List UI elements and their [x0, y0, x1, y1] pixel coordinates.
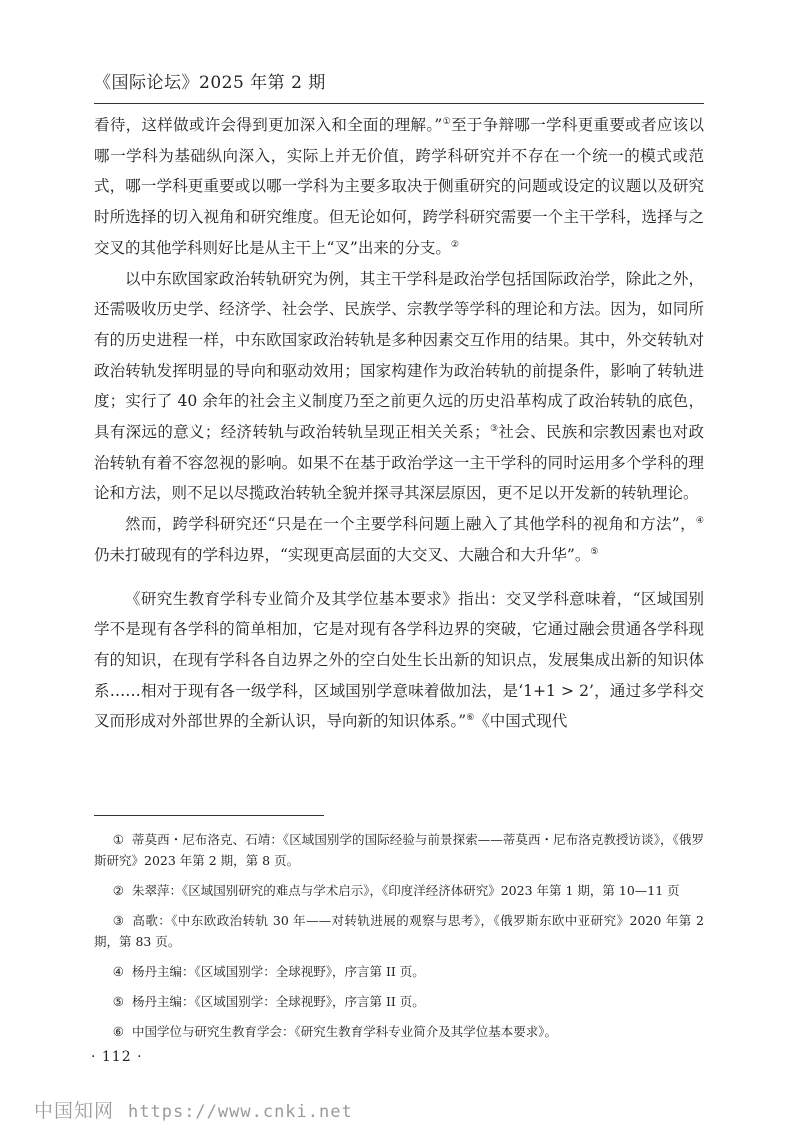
footnote-ref-2[interactable]: ②: [450, 239, 459, 250]
footnote-4: [94, 961, 704, 982]
paragraph-4-text-b: 《中国式现代: [474, 712, 568, 731]
paragraph-1-text-a: 看待，这样做或许会得到更加深入和全面的理解。”: [94, 116, 443, 134]
paragraph-3-text-b: 仍未打破现有的学科边界，“实现更高层面的大交叉、大融合和大升华”。: [94, 545, 591, 564]
page-number: · 112 ·: [91, 1049, 143, 1065]
journal-header: 《国际论坛》2025 年第 2 期: [94, 73, 326, 93]
footnote-mark: ④: [112, 964, 124, 979]
footnote-divider: [94, 815, 324, 816]
footnote-mark: ②: [112, 883, 124, 898]
footnote-mark: ⑥: [112, 1024, 124, 1039]
footnote-ref-1[interactable]: ①: [442, 116, 452, 127]
footnote-5: [94, 991, 704, 1012]
footnote-ref-3[interactable]: ③: [489, 423, 499, 434]
footnote-text: 蒂莫西・尼布洛克、石靖：《区域国别学的国际经验与前景探索——蒂莫西・尼布洛克教授访谈》，《俄罗斯研究》2023 年第 2 期，第 8 页。: [94, 832, 704, 868]
footnote-mark: ③: [112, 913, 125, 928]
footnote-text: 中国学位与研究生教育学会：《研究生教育学科专业简介及其学位基本要求》。: [131, 1024, 557, 1039]
paragraph-3: [94, 509, 704, 570]
footnotes: [94, 829, 704, 1051]
footnote-text: 杨丹主编：《区域国别学：全球视野》，序言第 II 页。: [131, 964, 425, 979]
watermark-brand: 中国知网: [34, 1100, 115, 1122]
footnote-mark: ⑤: [112, 994, 124, 1009]
footnote-ref-5[interactable]: ⑤: [590, 546, 599, 557]
paragraph-2-text-b: 社会、民族和宗教因素也对政治转轨有着不容忽视的影响。如果不在基于政治学这一主干学科的同时运用多个学科的理论和方法，则不足以尽揽政治转轨全貌并探寻其深层原因，更不足以开发新的转轨理论。: [94, 423, 704, 503]
paragraph-2-text-a: 以中东欧国家政治转轨研究为例，其主干学科是政治学包括国际政治学，除此之外，还需吸收历史学、经济学、社会学、民族学、宗教学等学科的理论和方法。因为，如同所有的历史进程一样，中东欧国家政治转轨是多种因素交互作用的结果。其中，外交转轨对政治转轨发挥明显的导向和驱动效用；国家构建作为政治转轨的前提条件，影响了转轨进度；实行了 40 余年的社会主义制度乃至之前更久远的历史沿革构成了政治转轨的底色，具有深远的意义；经济转轨与政治转轨呈现正相关关系；: [94, 269, 704, 442]
paragraph-4: [94, 584, 704, 738]
paragraph-1-text-b: 至于争辩哪一学科更重要或者应该以哪一学科为基础纵向深入，实际上并无价值，跨学科研究并不存在一个统一的模式或范式，哪一学科更重要或以哪一学科为主要多取决于侧重研究的问题或设定的议题以及研究时所选择的切入视角和研究维度。但无论如何，跨学科研究需要一个主干学科，选择与之交叉的其他学科则好比是从主干上“叉”出来的分支。: [94, 116, 704, 257]
footnote-text: 朱翠萍：《区域国别研究的难点与学术启示》，《印度洋经济体研究》2023 年第 1 期，第 10—11 页: [131, 883, 680, 898]
cnki-watermark: [34, 1096, 353, 1126]
paragraph-3-text-a: 然而，跨学科研究还“只是在一个主要学科问题上融入了其他学科的视角和方法”，: [125, 515, 696, 534]
watermark-url: https://www.cnki.net: [128, 1102, 353, 1122]
footnote-3: [94, 910, 704, 952]
footnote-ref-6[interactable]: ⑥: [466, 713, 475, 724]
footnote-text: 高歌：《中东欧政治转轨 30 年——对转轨进展的观察与思考》，《俄罗斯东欧中亚研究》2020 年第 2 期，第 83 页。: [94, 913, 704, 949]
footnote-6: [94, 1021, 704, 1042]
paragraph-4-text-a: 《研究生教育学科专业简介及其学位基本要求》指出：交叉学科意味着，“区域国别学不是现有各学科的简单相加，它是对现有各学科边界的突破，它通过融会贯通各学科现有的知识，在现有学科各自边界之外的空白处生长出新的知识点，发展集成出新的知识体系……相对于现有各一级学科，区域国别学意味着做加法，是‘1+1 > 2’，通过多学科交叉而形成对外部世界的全新认识，导向新的知识体系。”: [94, 589, 704, 731]
footnote-2: [94, 880, 704, 901]
footnote-ref-4[interactable]: ④: [695, 515, 704, 526]
footnote-1: [94, 829, 704, 871]
header-divider: [94, 103, 704, 104]
article-body: [94, 110, 704, 737]
footnote-mark: ①: [112, 832, 125, 847]
paragraph-1: [94, 110, 704, 264]
footnote-text: 杨丹主编：《区域国别学：全球视野》，序言第 II 页。: [131, 994, 425, 1009]
paragraph-2: [94, 264, 704, 510]
